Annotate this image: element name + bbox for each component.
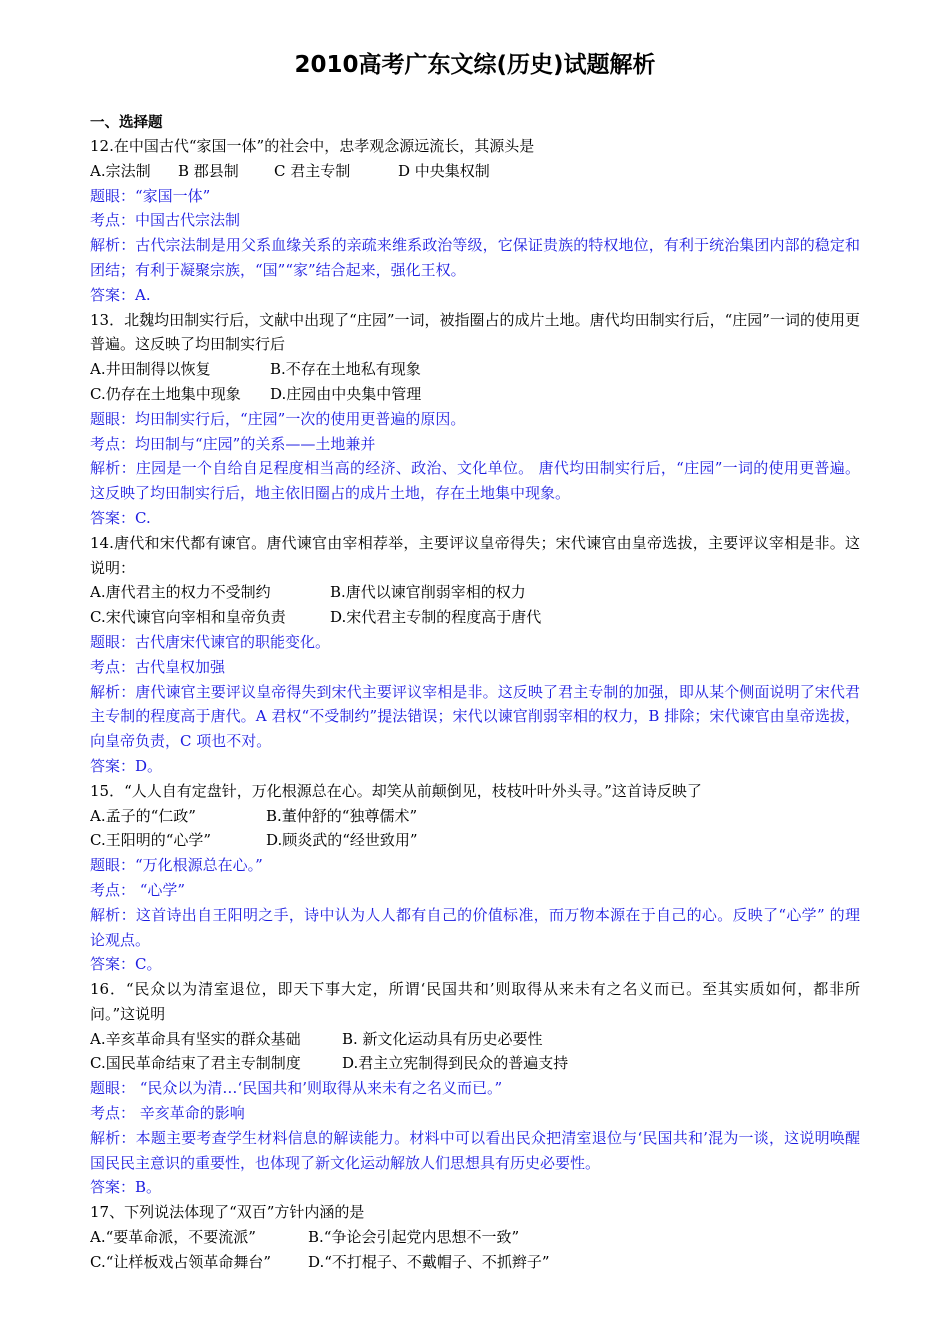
analysis: 解析：庄园是一个自给自足程度相当高的经济、政治、文化单位。 唐代均田制实行后，“庄园”一词的使用更普遍。这反映了均田制实行后，地主依旧圈占的成片土地，存在土地集中现象。 <box>90 459 860 503</box>
options-row <box>90 159 860 184</box>
question-stem: 15．“人人自有定盘针，万化根源总在心。却笑从前颠倒见，枝枝叶叶外头寻。”这首诗反映了 <box>90 781 702 800</box>
option-b: B.“争论会引起党内思想不一致” <box>308 1228 520 1247</box>
question-12 <box>90 134 860 308</box>
knowledge-point: 考点：均田制与“庄园”的关系——土地兼并 <box>90 434 376 453</box>
option-c: C.仍存在土地集中现象 <box>90 384 241 403</box>
question-focus: 题眼： “民众以为清…‘民国共和’则取得从来未有之名义而已。” <box>90 1079 503 1098</box>
option-d: D.庄园由中央集中管理 <box>270 384 422 403</box>
option-d: D.顾炎武的“经世致用” <box>266 831 418 850</box>
analysis: 解析：唐代谏官主要评议皇帝得失到宋代主要评议宰相是非。这反映了君主专制的加强，即从某个侧面说明了宋代君主专制的程度高于唐代。A 君权“不受制约”提法错误；宋代以谏官削弱宰相的权力，B 排除；宋代谏官由皇帝选拔，向皇帝负责，C 项也不对。 <box>90 682 860 751</box>
question-stem: 14.唐代和宋代都有谏官。唐代谏官由宰相荐举，主要评议皇帝得失；宋代谏官由皇帝选拔，主要评议宰相是非。这说明： <box>90 533 860 577</box>
question-stem: 16．“民众以为清室退位，即天下事大定，所谓‘民国共和’则取得从来未有之名义而已。至其实质如何，都非所问。”这说明 <box>90 980 860 1023</box>
option-d: D 中央集权制 <box>398 161 490 180</box>
question-stem: 12.在中国古代“家国一体”的社会中，忠孝观念源远流长，其源头是 <box>90 137 535 155</box>
options-row <box>90 382 860 407</box>
options-row <box>90 828 860 853</box>
analysis: 解析：古代宗法制是用父系血缘关系的亲疏来维系政治等级，它保证贵族的特权地位，有利于统治集团内部的稳定和团结；有利于凝聚宗族，“国”“家”结合起来，强化王权。 <box>90 236 860 279</box>
options-row <box>90 357 860 382</box>
knowledge-point: 考点：中国古代宗法制 <box>90 211 241 230</box>
question-focus: 题眼：均田制实行后，“庄园”一次的使用更普遍的原因。 <box>90 409 466 428</box>
option-a: A.井田制得以恢复 <box>90 360 211 379</box>
knowledge-point: 考点：古代皇权加强 <box>90 657 226 676</box>
option-a: A.孟子的“仁政” <box>90 806 196 825</box>
question-stem: 17、下列说法体现了“双百”方针内涵的是 <box>90 1203 365 1222</box>
question-focus: 题眼：古代唐宋代谏官的职能变化。 <box>90 632 331 651</box>
question-16 <box>90 977 860 1200</box>
question-17 <box>90 1200 860 1274</box>
option-c: C.“让样板戏占领革命舞台” <box>90 1252 272 1271</box>
question-14 <box>90 531 860 779</box>
options-row <box>90 804 860 829</box>
option-c: C.王阳明的“心学” <box>90 831 212 850</box>
section-heading: 一、选择题 <box>90 115 163 131</box>
option-c: C.国民革命结束了君主专制制度 <box>90 1054 301 1073</box>
option-b: B.不存在土地私有现象 <box>270 360 421 379</box>
answer: 答案：B。 <box>90 1178 162 1197</box>
knowledge-point: 考点： “心学” <box>90 880 186 899</box>
options-row <box>90 1250 860 1275</box>
document-title: 2010高考广东文综(历史)试题解析 <box>294 52 656 78</box>
option-d: D.君主立宪制得到民众的普遍支持 <box>342 1054 569 1073</box>
option-a: A.“要革命派，不要流派” <box>90 1228 256 1247</box>
option-a: A.宗法制 <box>90 161 151 180</box>
answer: 答案：D。 <box>90 756 163 775</box>
option-b: B 郡县制 <box>178 161 239 180</box>
options-row <box>90 1051 860 1076</box>
option-b: B.唐代以谏官削弱宰相的权力 <box>330 583 526 602</box>
question-focus: 题眼：“万化根源总在心。” <box>90 856 263 875</box>
option-b: B.董仲舒的“独尊儒术” <box>266 806 418 825</box>
option-c: C.宋代谏官向宰相和皇帝负责 <box>90 608 286 627</box>
analysis: 解析：这首诗出自王阳明之手，诗中认为人人都有自己的价值标准，而万物本源在于自己的心。反映了“心学” 的理论观点。 <box>90 905 860 949</box>
options-row <box>90 1027 860 1052</box>
option-d: D.“不打棍子、不戴帽子、不抓辫子” <box>308 1252 550 1271</box>
option-d: D.宋代君主专制的程度高于唐代 <box>330 608 542 627</box>
options-row <box>90 605 860 630</box>
options-row <box>90 1225 860 1250</box>
question-13 <box>90 308 860 531</box>
option-a: A.辛亥革命具有坚实的群众基础 <box>90 1029 301 1048</box>
answer: 答案：C. <box>90 508 151 527</box>
option-c: C 君主专制 <box>274 161 351 180</box>
answer: 答案：C。 <box>90 955 162 974</box>
option-a: A.唐代君主的权力不受制约 <box>90 583 271 602</box>
analysis: 解析：本题主要考查学生材料信息的解读能力。材料中可以看出民众把清室退位与‘民国共和’混为一谈，这说明唤醒国民民主意识的重要性，也体现了新文化运动解放人们思想具有历史必要性。 <box>90 1128 860 1172</box>
question-stem: 13．北魏均田制实行后，文献中出现了“庄园”一词，被指圈占的成片土地。唐代均田制实行后，“庄园”一词的使用更普遍。这反映了均田制实行后 <box>90 310 860 354</box>
question-focus: 题眼：“家国一体” <box>90 186 211 205</box>
knowledge-point: 考点： 辛亥革命的影响 <box>90 1104 245 1123</box>
answer: 答案：A. <box>90 285 151 304</box>
option-b: B. 新文化运动具有历史必要性 <box>342 1029 543 1048</box>
question-15 <box>90 779 860 977</box>
options-row <box>90 580 860 605</box>
